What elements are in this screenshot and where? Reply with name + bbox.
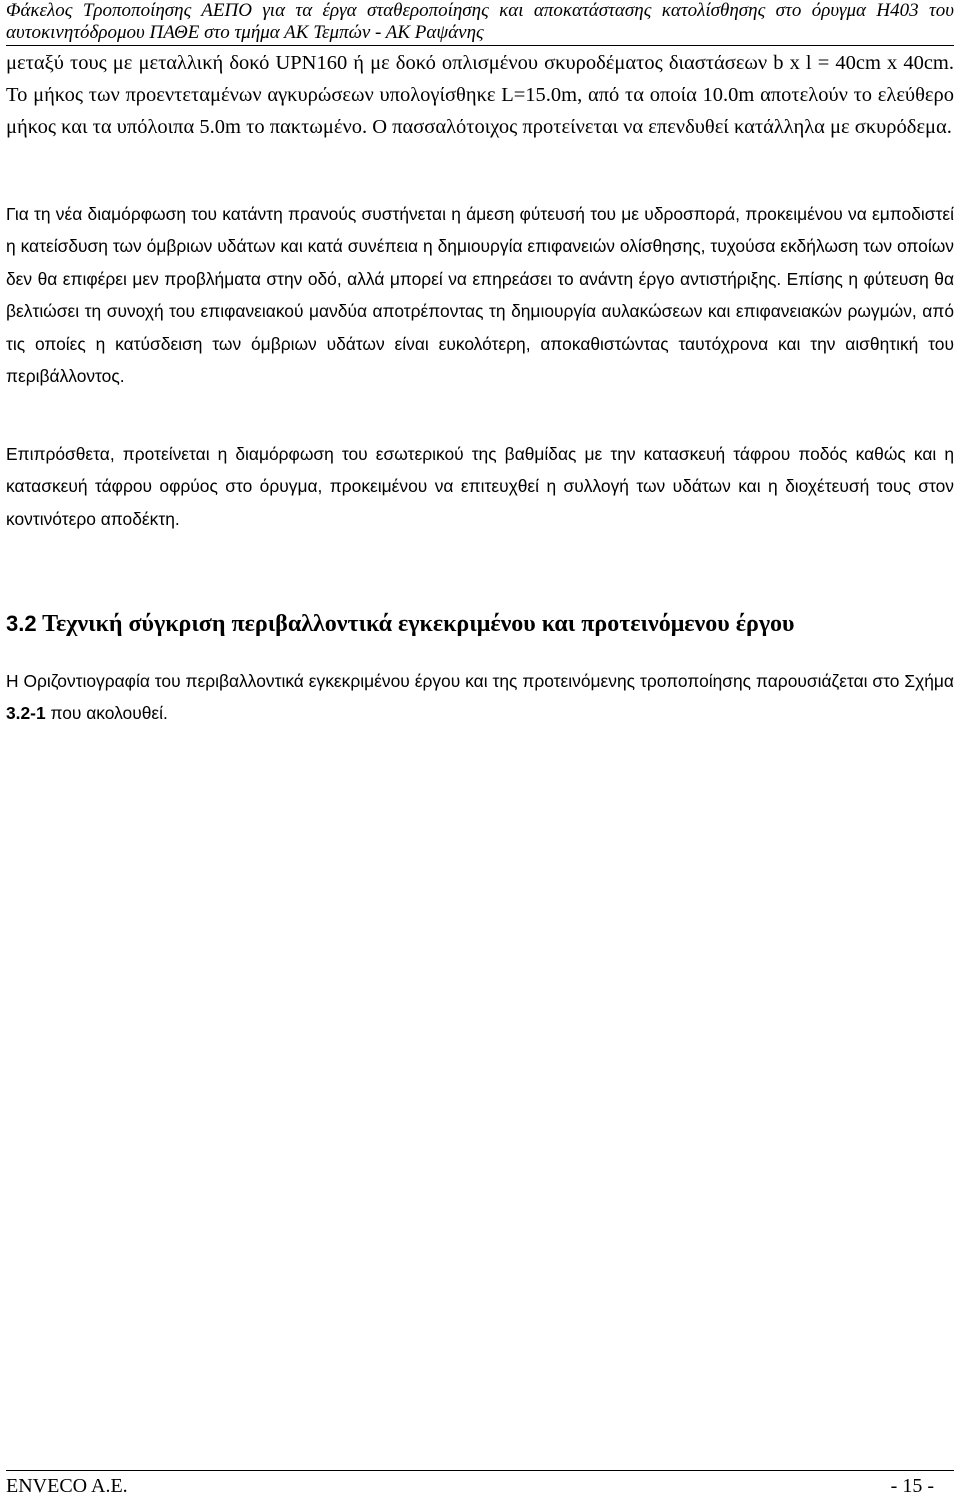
figure-reference: 3.2-1	[6, 703, 46, 724]
paragraph-slope-planting: Για τη νέα διαμόρφωση του κατάντη πρανούς συστήνεται η άμεση φύτευσή του με υδροσπορά, προκειμένου να εμποδιστεί η κατείσδυση των όμβριων υδάτων και κατά συνέπεια η δημιουργία επιφανειών ολίσθησης, τυχούσα εκδήλωση των οποίων δεν θα επιφέρει μεν προβλήματα στην οδό, αλλά μπορεί να επηρεάσει το ανάντη έργο αντιστήριξης. Επίσης η φύτευση θα βελτιώσει τη συνοχή του επιφανειακού μανδύα αποτρέποντας τη δημιουργία αυλακώσεων και επιφανειακών ρωγμών, από τις οποίες η κατύσδειση των όμβριων υδάτων είναι ευκολότερη, αποκαθιστώντας ταυτόχρονα και την αισθητική του περιβάλλοντος.	[6, 204, 954, 387]
plan-reference-text: Η Οριζοντιογραφία του περιβαλλοντικά εγκεκριμένου έργου και της προτεινόμενης τροποποίησης παρουσιάζεται στο Σχήμα	[6, 671, 954, 691]
footer-divider	[6, 1470, 954, 1471]
paragraph-plan-reference	[6, 665, 954, 730]
footer-company: ENVECO A.E.	[6, 1475, 128, 1497]
paragraph-anchors: μεταξύ τους με μεταλλική δοκό UPN160 ή με δοκό οπλισμένου σκυροδέματος διαστάσεων b x l = 40cm x 40cm. Το μήκος των προεντεταμένων αγκυρώσεων υπολογίσθηκε L=15.0m, από τα οποία 10.0m αποτελούν το ελεύθερο μήκος και τα υπόλοιπα 5.0m το πακτωμένο. Ο πασσαλότοιχος προτείνεται να επενδυθεί κατάλληλα με σκυρόδεμα.	[6, 52, 954, 139]
page-header: Φάκελος Τροποποίησης ΑΕΠΟ για τα έργα σταθεροποίησης και αποκατάστασης κατολίσθησης στο όρυγμα Η403 του αυτοκινητόδρομου ΠΑΘΕ στο τμήμα ΑΚ Τεμπών - ΑΚ Ραψάνης	[6, 0, 954, 43]
page-number: - 15 -	[890, 1475, 934, 1497]
section-heading	[6, 604, 795, 644]
paragraph-ditches: Επιπρόσθετα, προτείνεται η διαμόρφωση του εσωτερικού της βαθμίδας με την κατασκευή τάφρου ποδός καθώς και η κατασκευή τάφρου οφρύος στο όρυγμα, προκειμένου να επιτευχθεί η συλλογή των υδάτων και η διοχέτευσή τους στον κοντινότερο αποδέκτη.	[6, 444, 954, 529]
section-title: Τεχνική σύγκριση περιβαλλοντικά εγκεκριμένου και προτεινόμενου έργου	[42, 611, 795, 637]
plan-reference-end: που ακολουθεί.	[45, 703, 168, 724]
header-divider	[6, 45, 954, 46]
section-number: 3.2	[6, 611, 37, 636]
